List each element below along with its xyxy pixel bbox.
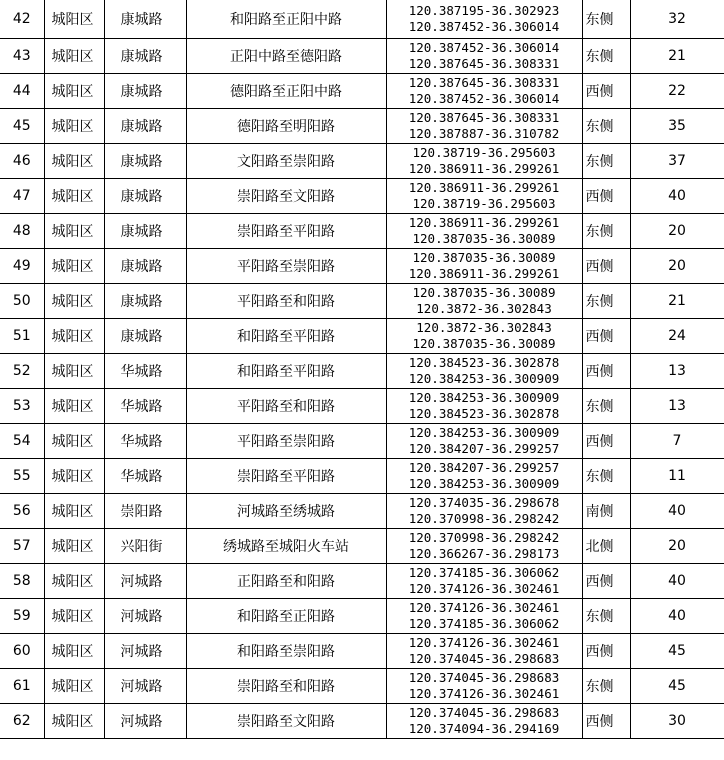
road-cell: 康城路	[104, 38, 186, 73]
start-coordinate: 120.387645-36.308331	[408, 109, 560, 125]
table-row	[0, 528, 724, 563]
coordinates-cell	[386, 283, 582, 318]
table-row	[0, 108, 724, 143]
section-cell: 和阳路至平阳路	[186, 353, 386, 388]
row-number: 43	[0, 38, 44, 73]
count-cell: 45	[630, 633, 724, 668]
end-coordinate: 120.384253-36.300909	[408, 370, 560, 386]
start-coordinate: 120.384207-36.299257	[408, 459, 560, 475]
district-cell: 城阳区	[44, 633, 104, 668]
district-cell: 城阳区	[44, 108, 104, 143]
end-coordinate: 120.387452-36.306014	[408, 18, 560, 34]
count-cell: 20	[630, 213, 724, 248]
district-cell: 城阳区	[44, 283, 104, 318]
table-row	[0, 143, 724, 178]
row-number: 58	[0, 563, 44, 598]
row-number: 53	[0, 388, 44, 423]
count-cell: 7	[630, 423, 724, 458]
district-cell: 城阳区	[44, 423, 104, 458]
coordinates-cell	[386, 458, 582, 493]
road-cell: 华城路	[104, 388, 186, 423]
start-coordinate: 120.374126-36.302461	[408, 634, 560, 650]
district-cell: 城阳区	[44, 213, 104, 248]
coordinates-cell	[386, 563, 582, 598]
count-cell: 40	[630, 493, 724, 528]
road-cell: 康城路	[104, 108, 186, 143]
count-cell: 40	[630, 598, 724, 633]
section-cell: 平阳路至和阳路	[186, 283, 386, 318]
section-cell: 崇阳路至和阳路	[186, 668, 386, 703]
section-cell: 河城路至绣城路	[186, 493, 386, 528]
road-cell: 康城路	[104, 73, 186, 108]
district-cell: 城阳区	[44, 0, 104, 38]
end-coordinate: 120.366267-36.298173	[408, 545, 560, 561]
count-cell: 20	[630, 248, 724, 283]
road-cell: 康城路	[104, 143, 186, 178]
section-cell: 德阳路至正阳中路	[186, 73, 386, 108]
section-cell: 和阳路至平阳路	[186, 318, 386, 353]
end-coordinate: 120.384253-36.300909	[408, 475, 560, 491]
section-cell: 平阳路至崇阳路	[186, 423, 386, 458]
start-coordinate: 120.384253-36.300909	[408, 389, 560, 405]
section-cell: 平阳路至和阳路	[186, 388, 386, 423]
side-cell: 西侧	[582, 353, 630, 388]
start-coordinate: 120.386911-36.299261	[408, 179, 560, 195]
count-cell: 40	[630, 178, 724, 213]
count-cell: 35	[630, 108, 724, 143]
road-cell: 康城路	[104, 213, 186, 248]
side-cell: 西侧	[582, 563, 630, 598]
start-coordinate: 120.387452-36.306014	[408, 39, 560, 55]
coordinates-cell	[386, 598, 582, 633]
district-cell: 城阳区	[44, 493, 104, 528]
district-cell: 城阳区	[44, 248, 104, 283]
road-cell: 河城路	[104, 563, 186, 598]
start-coordinate: 120.38719-36.295603	[412, 144, 556, 160]
coordinates-cell	[386, 213, 582, 248]
table-row	[0, 73, 724, 108]
coordinates-cell	[386, 668, 582, 703]
table-row	[0, 353, 724, 388]
road-cell: 河城路	[104, 633, 186, 668]
table-row	[0, 388, 724, 423]
table-row	[0, 493, 724, 528]
end-coordinate: 120.374045-36.298683	[408, 650, 560, 666]
road-cell: 河城路	[104, 703, 186, 738]
row-number: 42	[0, 0, 44, 38]
count-cell: 13	[630, 388, 724, 423]
section-cell: 崇阳路至平阳路	[186, 213, 386, 248]
district-cell: 城阳区	[44, 458, 104, 493]
end-coordinate: 120.387035-36.30089	[412, 335, 556, 351]
end-coordinate: 120.387645-36.308331	[408, 55, 560, 71]
table-row	[0, 668, 724, 703]
start-coordinate: 120.374185-36.306062	[408, 564, 560, 580]
side-cell: 东侧	[582, 143, 630, 178]
count-cell: 45	[630, 668, 724, 703]
row-number: 57	[0, 528, 44, 563]
table-row	[0, 423, 724, 458]
road-cell: 康城路	[104, 283, 186, 318]
coordinates-cell	[386, 38, 582, 73]
start-coordinate: 120.374045-36.298683	[408, 704, 560, 720]
side-cell: 东侧	[582, 598, 630, 633]
road-cell: 华城路	[104, 353, 186, 388]
row-number: 49	[0, 248, 44, 283]
coordinates-cell	[386, 633, 582, 668]
row-number: 55	[0, 458, 44, 493]
table-row	[0, 458, 724, 493]
row-number: 46	[0, 143, 44, 178]
end-coordinate: 120.386911-36.299261	[408, 160, 560, 176]
end-coordinate: 120.387452-36.306014	[408, 90, 560, 106]
start-coordinate: 120.387645-36.308331	[408, 74, 560, 90]
road-cell: 华城路	[104, 423, 186, 458]
coordinates-cell	[386, 248, 582, 283]
count-cell: 40	[630, 563, 724, 598]
coordinates-cell	[386, 143, 582, 178]
count-cell: 37	[630, 143, 724, 178]
count-cell: 32	[630, 0, 724, 38]
district-cell: 城阳区	[44, 668, 104, 703]
road-cell: 康城路	[104, 318, 186, 353]
road-cell: 康城路	[104, 178, 186, 213]
start-coordinate: 120.374126-36.302461	[408, 599, 560, 615]
end-coordinate: 120.387035-36.30089	[412, 230, 556, 246]
road-cell: 河城路	[104, 668, 186, 703]
end-coordinate: 120.3872-36.302843	[416, 300, 552, 316]
row-number: 52	[0, 353, 44, 388]
road-cell: 崇阳路	[104, 493, 186, 528]
district-cell: 城阳区	[44, 38, 104, 73]
section-cell: 平阳路至崇阳路	[186, 248, 386, 283]
side-cell: 东侧	[582, 283, 630, 318]
side-cell: 西侧	[582, 633, 630, 668]
start-coordinate: 120.387195-36.302923	[408, 2, 560, 18]
count-cell: 11	[630, 458, 724, 493]
row-number: 44	[0, 73, 44, 108]
section-cell: 文阳路至崇阳路	[186, 143, 386, 178]
section-cell: 和阳路至崇阳路	[186, 633, 386, 668]
count-cell: 30	[630, 703, 724, 738]
side-cell: 西侧	[582, 318, 630, 353]
side-cell: 东侧	[582, 108, 630, 143]
section-cell: 和阳路至正阳路	[186, 598, 386, 633]
section-cell: 正阳中路至德阳路	[186, 38, 386, 73]
section-cell: 崇阳路至平阳路	[186, 458, 386, 493]
side-cell: 东侧	[582, 458, 630, 493]
count-cell: 20	[630, 528, 724, 563]
row-number: 56	[0, 493, 44, 528]
row-number: 51	[0, 318, 44, 353]
table-row	[0, 178, 724, 213]
count-cell: 13	[630, 353, 724, 388]
road-cell: 华城路	[104, 458, 186, 493]
side-cell: 西侧	[582, 703, 630, 738]
coordinates-cell	[386, 423, 582, 458]
table-row	[0, 703, 724, 738]
row-number: 61	[0, 668, 44, 703]
end-coordinate: 120.384207-36.299257	[408, 440, 560, 456]
road-cell: 康城路	[104, 0, 186, 38]
start-coordinate: 120.374045-36.298683	[408, 669, 560, 685]
start-coordinate: 120.3872-36.302843	[416, 319, 552, 335]
count-cell: 22	[630, 73, 724, 108]
count-cell: 21	[630, 38, 724, 73]
road-cell: 河城路	[104, 598, 186, 633]
start-coordinate: 120.384523-36.302878	[408, 354, 560, 370]
row-number: 62	[0, 703, 44, 738]
side-cell: 东侧	[582, 38, 630, 73]
end-coordinate: 120.38719-36.295603	[412, 195, 556, 211]
row-number: 47	[0, 178, 44, 213]
district-cell: 城阳区	[44, 528, 104, 563]
section-cell: 崇阳路至文阳路	[186, 703, 386, 738]
coordinates-cell	[386, 318, 582, 353]
start-coordinate: 120.387035-36.30089	[412, 249, 556, 265]
section-cell: 和阳路至正阳中路	[186, 0, 386, 38]
row-number: 60	[0, 633, 44, 668]
section-cell: 崇阳路至文阳路	[186, 178, 386, 213]
coordinates-cell	[386, 0, 582, 38]
side-cell: 西侧	[582, 423, 630, 458]
count-cell: 21	[630, 283, 724, 318]
table-row	[0, 248, 724, 283]
count-cell: 24	[630, 318, 724, 353]
coordinates-cell	[386, 703, 582, 738]
row-number: 59	[0, 598, 44, 633]
coordinates-cell	[386, 73, 582, 108]
table-row	[0, 633, 724, 668]
district-cell: 城阳区	[44, 318, 104, 353]
start-coordinate: 120.370998-36.298242	[408, 529, 560, 545]
start-coordinate: 120.387035-36.30089	[412, 284, 556, 300]
end-coordinate: 120.374126-36.302461	[408, 685, 560, 701]
district-cell: 城阳区	[44, 143, 104, 178]
side-cell: 西侧	[582, 73, 630, 108]
section-cell: 正阳路至和阳路	[186, 563, 386, 598]
start-coordinate: 120.386911-36.299261	[408, 214, 560, 230]
coordinates-cell	[386, 108, 582, 143]
end-coordinate: 120.384523-36.302878	[408, 405, 560, 421]
row-number: 45	[0, 108, 44, 143]
row-number: 50	[0, 283, 44, 318]
table-row	[0, 0, 724, 38]
end-coordinate: 120.374094-36.294169	[408, 720, 560, 736]
district-cell: 城阳区	[44, 388, 104, 423]
coordinates-cell	[386, 528, 582, 563]
side-cell: 东侧	[582, 0, 630, 38]
table-row	[0, 318, 724, 353]
district-cell: 城阳区	[44, 73, 104, 108]
row-number: 48	[0, 213, 44, 248]
end-coordinate: 120.374185-36.306062	[408, 615, 560, 631]
table-row	[0, 38, 724, 73]
side-cell: 西侧	[582, 178, 630, 213]
table-row	[0, 598, 724, 633]
side-cell: 东侧	[582, 213, 630, 248]
district-cell: 城阳区	[44, 598, 104, 633]
coordinates-cell	[386, 178, 582, 213]
start-coordinate: 120.384253-36.300909	[408, 424, 560, 440]
table-row	[0, 283, 724, 318]
end-coordinate: 120.387887-36.310782	[408, 125, 560, 141]
end-coordinate: 120.374126-36.302461	[408, 580, 560, 596]
row-number: 54	[0, 423, 44, 458]
coordinates-cell	[386, 388, 582, 423]
road-cell: 康城路	[104, 248, 186, 283]
start-coordinate: 120.374035-36.298678	[408, 494, 560, 510]
side-cell: 南侧	[582, 493, 630, 528]
end-coordinate: 120.370998-36.298242	[408, 510, 560, 526]
district-cell: 城阳区	[44, 703, 104, 738]
section-cell: 德阳路至明阳路	[186, 108, 386, 143]
table-row	[0, 213, 724, 248]
road-cell: 兴阳街	[104, 528, 186, 563]
section-cell: 绣城路至城阳火车站	[186, 528, 386, 563]
district-cell: 城阳区	[44, 563, 104, 598]
coordinates-cell	[386, 353, 582, 388]
table-row	[0, 563, 724, 598]
district-cell: 城阳区	[44, 353, 104, 388]
district-cell: 城阳区	[44, 178, 104, 213]
coordinates-cell	[386, 493, 582, 528]
side-cell: 东侧	[582, 668, 630, 703]
side-cell: 东侧	[582, 388, 630, 423]
end-coordinate: 120.386911-36.299261	[408, 265, 560, 281]
side-cell: 西侧	[582, 248, 630, 283]
side-cell: 北侧	[582, 528, 630, 563]
